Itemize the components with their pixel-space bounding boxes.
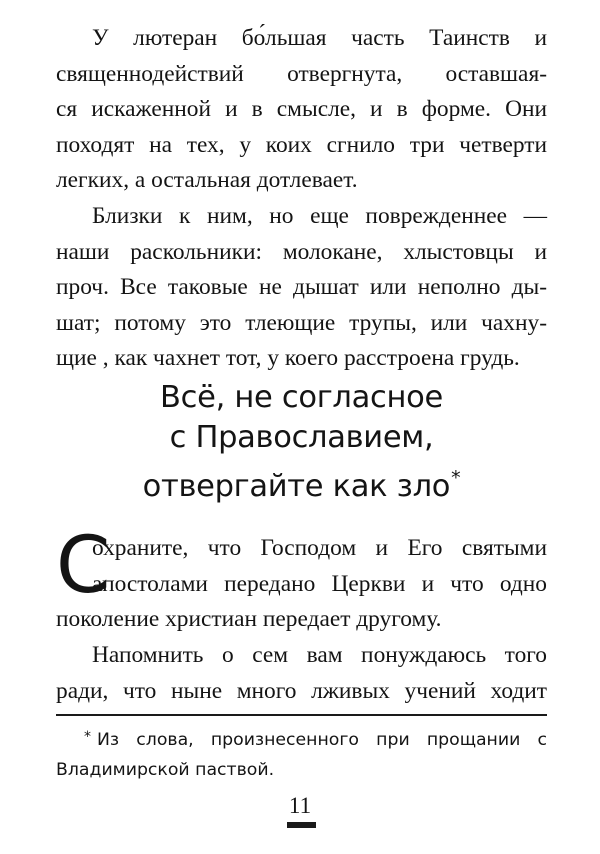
footnote-text: Из слова, произнесенного при прощании с (97, 730, 547, 750)
text-line: апостолами передано Церкви и что одно (92, 570, 547, 597)
footnote-mark: * (84, 729, 91, 745)
text-line: Напомнить о сем вам понуждаюсь того (92, 642, 547, 668)
paragraph-preserve (56, 521, 547, 638)
text-line: проч. Все таковые не дышат или неполно ды- (56, 274, 547, 301)
heading-line: Всё, не согласное (160, 380, 443, 415)
page-number: 11 (288, 793, 312, 818)
text-line: шат; потому это тлеющие трупы, или чахну- (56, 309, 547, 336)
heading-line: с Православием, (169, 420, 434, 455)
text-line: ради, что ныне много лживых учений ходит (56, 677, 547, 704)
paragraph-schismatics (56, 199, 547, 377)
text-line: охраните, что Господом и Его святыми (92, 535, 547, 561)
text-line: походят на тех, у коих сгнило три четверти (56, 131, 547, 158)
page-number-underline (287, 822, 316, 828)
footnote-divider (56, 714, 547, 716)
text-line: поколение христиан передает другому. (56, 606, 442, 633)
text-line: щие , как чахнет тот, у коего расстроена грудь. (56, 345, 520, 372)
text-line: легких, а остальная дотлевает. (56, 167, 358, 194)
heading-line-text: отвергайте как зло (142, 469, 451, 504)
text-line: священнодействий отвергнута, оставшая- (56, 60, 547, 87)
text-line: У лютеран бо́льшая часть Таинств и (92, 25, 547, 51)
drop-cap-letter: С (56, 521, 111, 611)
text-line: Близки к ним, но еще поврежденнее — (92, 203, 547, 229)
footnote (56, 722, 547, 785)
section-heading (56, 378, 547, 507)
paragraph-lutherans (56, 21, 547, 199)
paragraph-remind (56, 638, 547, 709)
footnote-line (56, 722, 547, 755)
footnote-reference-mark: * (451, 467, 461, 489)
text-line: ся искаженной и в смысле, и в форме. Они (56, 96, 547, 123)
footnote-line: Владимирской паствой. (56, 760, 275, 780)
heading-line-last (56, 458, 547, 507)
text-line: наши раскольники: молокане, хлыстовцы и (56, 238, 547, 265)
